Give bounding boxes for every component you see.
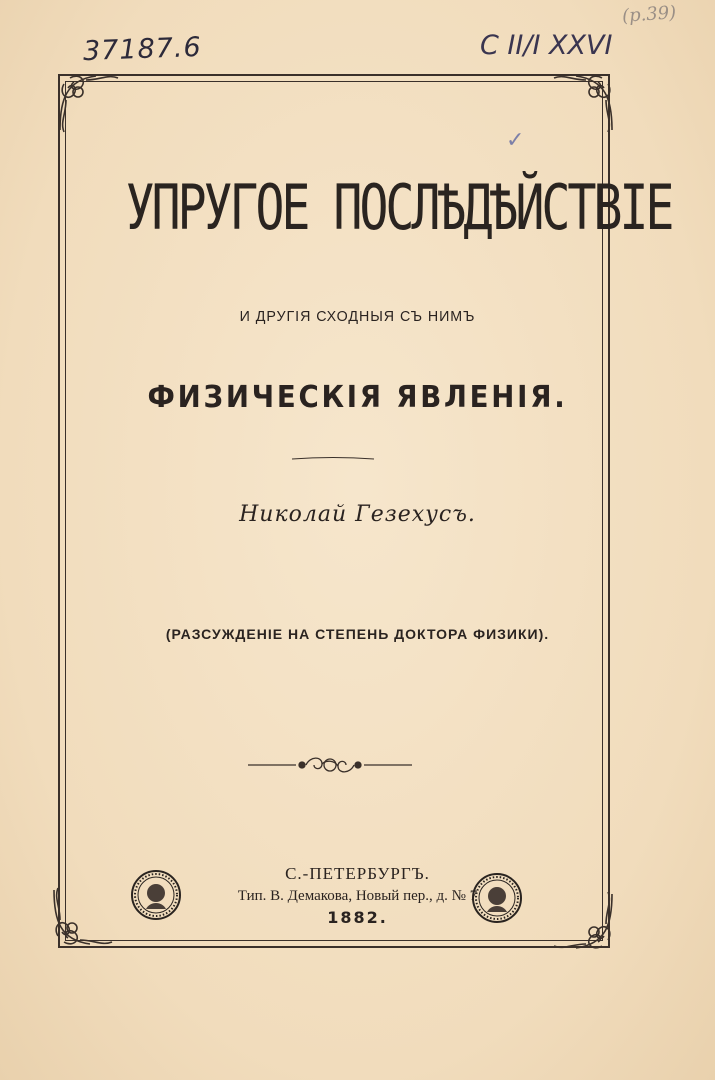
short-rule-divider [290,454,376,464]
book-title: УПРУГОЕ ПОСЛѢДѢЙСТВІЕ [125,171,672,244]
shelf-mark-right [480,30,612,61]
shelf-mark-right-text: C II/I XXVI [480,30,613,61]
author-name: Николай Гезехусъ. [239,502,476,527]
pencil-note: (p.39) [621,2,677,27]
book-heading-secondary: ФИЗИЧЕСКІЯ ЯВЛЕНІЯ. [147,380,568,415]
imprint-press: Тип. В. Демакова, Новый пер., д. № 7 [237,888,478,904]
shelf-mark-left: 37187.6 [82,31,203,68]
corner-ornament-top-left-icon [56,70,126,140]
imprint-year: 1882. [327,908,388,927]
imprint-city: С.-ПЕТЕРБУРГЪ. [285,864,430,883]
check-mark-icon: ✓ [506,128,525,153]
book-subtitle: И ДРУГІЯ СХОДНЫЯ СЪ НИМЪ [239,308,476,325]
corner-ornament-top-right-icon [546,70,616,140]
dissertation-note: (РАЗСУЖДЕНІЕ НА СТЕПЕНЬ ДОКТОРА ФИЗИКИ). [165,626,550,642]
scroll-ornament-divider-icon [246,750,414,780]
